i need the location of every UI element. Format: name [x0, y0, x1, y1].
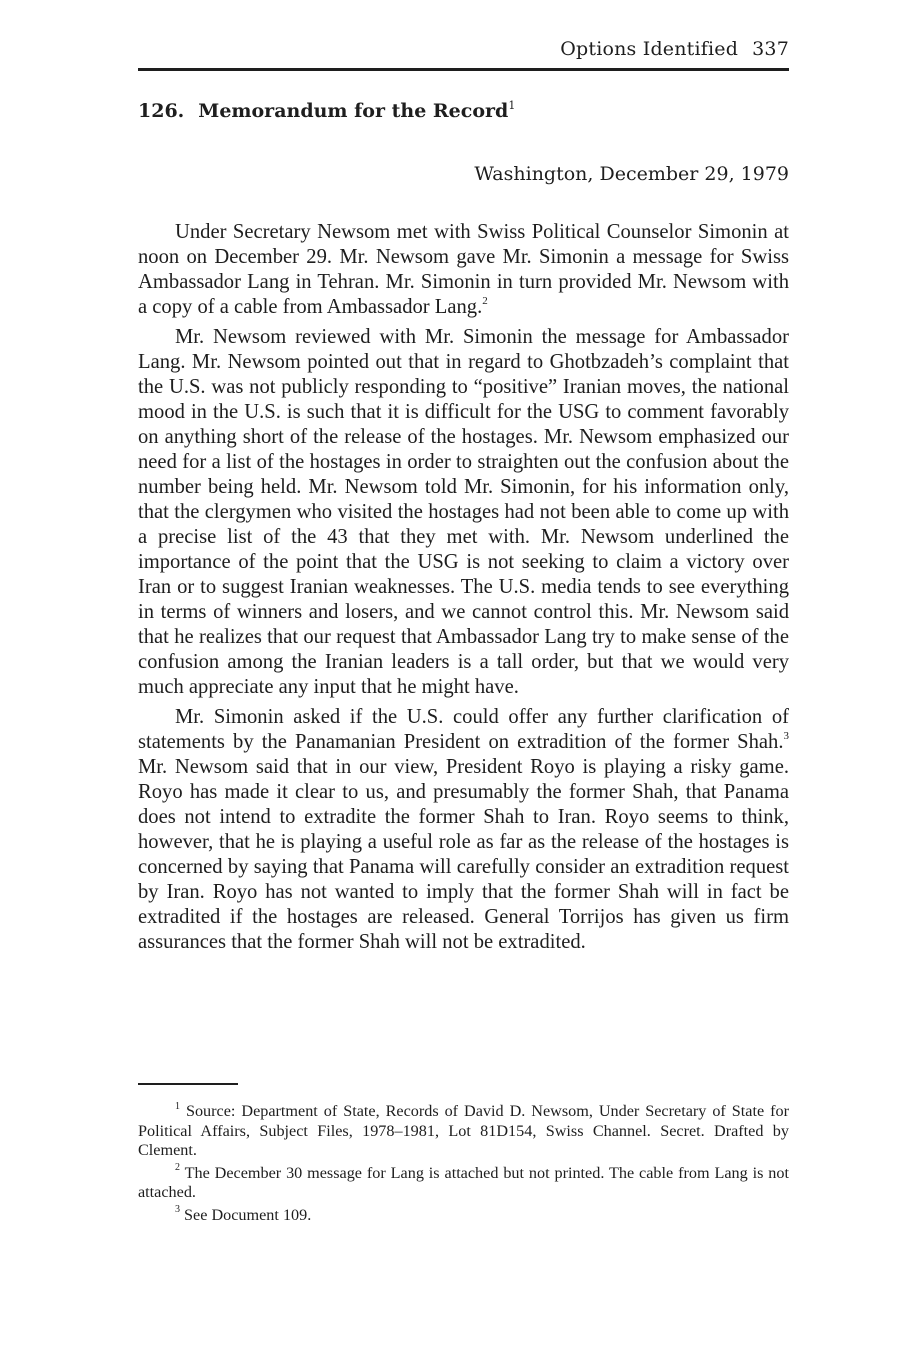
- footnote-2-marker: 2: [175, 1162, 180, 1174]
- footnote-2: [138, 1164, 789, 1203]
- footnote-rule: [138, 1083, 238, 1085]
- running-title: Options Identified: [560, 38, 739, 60]
- header-rule: [138, 68, 789, 71]
- paragraph-1: [138, 220, 789, 320]
- footnote-1-marker: 1: [175, 1100, 180, 1112]
- paragraph-2: Mr. Newsom reviewed with Mr. Simonin the message for Ambassador Lang. Mr. Newsom pointed out that in regard to Ghotbzadeh’s complaint that the U.S. was not publicly responding to “positive” Iranian moves, the national mood in the U.S. is such that it is difficult for the USG to comment favorably on anything short of the release of the hostages. Mr. Newsom emphasized our need for a list of the hostages in order to straighten out the confusion about the number being held. Mr. Newsom told Mr. Simonin, for his information only, that the clergymen who visited the hostages had not been able to come up with a precise list of the 43 that they met with. Mr. Newsom underlined the importance of the point that the USG is not seeking to claim a victory over Iran or to suggest Iranian weaknesses. The U.S. media tends to see everything in terms of winners and losers, and we cannot control this. Mr. Newsom said that he realizes that our request that Ambassador Lang try to make sense of the confusion among the Iranian leaders is a tall order, but that we would very much appreciate any input that he might have.: [138, 326, 789, 698]
- paragraph-3-text-b: Mr. Newsom said that in our view, President Royo is playing a risky game. Royo has made it clear to us, and presumably the former Shah, that Panama does not intend to extradite the former Shah to Iran. Royo seems to think, however, that he is playing a useful role as far as the release of the hostages is concerned by saying that Panama will carefully consider an extradition request by Iran. Royo has not wanted to imply that the former Shah will in fact be extradited if the hostages are released. General Torrijos has given us firm assurances that the former Shah will not be extradited.: [138, 756, 789, 953]
- paragraph-3: [138, 705, 789, 955]
- footnote-1-text: Source: Department of State, Records of David D. Newsom, Under Secretary of State for Political Affairs, Subject Files, 1978–1981, Lot 81D154, Swiss Channel. Secret. Drafted by Clement.: [138, 1102, 789, 1159]
- footnote-1: [138, 1102, 789, 1161]
- paragraph-3-text-a: Mr. Simonin asked if the U.S. could offer any further clarification of statements by the Panamanian President on extradition of the former Shah.: [138, 706, 789, 753]
- memo-body: [138, 220, 789, 960]
- page-number: 337: [752, 38, 789, 60]
- dateline: Washington, December 29, 1979: [474, 163, 789, 185]
- footnote-3-marker: 3: [175, 1204, 180, 1216]
- running-header: [560, 38, 789, 60]
- footnotes: [138, 1102, 789, 1228]
- document-title-text: Memorandum for the Record: [198, 100, 509, 122]
- footnote-ref-1: 1: [508, 98, 516, 112]
- document-number: 126.: [138, 100, 185, 122]
- footnote-3-text: See Document 109.: [180, 1205, 312, 1224]
- footnote-ref-2: 2: [482, 295, 488, 308]
- footnote-3: [138, 1206, 789, 1226]
- document-title: [138, 100, 515, 122]
- footnote-2-text: The December 30 message for Lang is attached but not printed. The cable from Lang is not attached.: [138, 1163, 789, 1201]
- footnote-ref-3: 3: [783, 730, 789, 743]
- paragraph-1-text: Under Secretary Newsom met with Swiss Political Counselor Simonin at noon on December 29. Mr. Newsom gave Mr. Simonin a message for Swiss Ambassador Lang in Tehran. Mr. Simonin in turn provided Mr. Newsom with a copy of a cable from Ambassador Lang.: [138, 221, 789, 318]
